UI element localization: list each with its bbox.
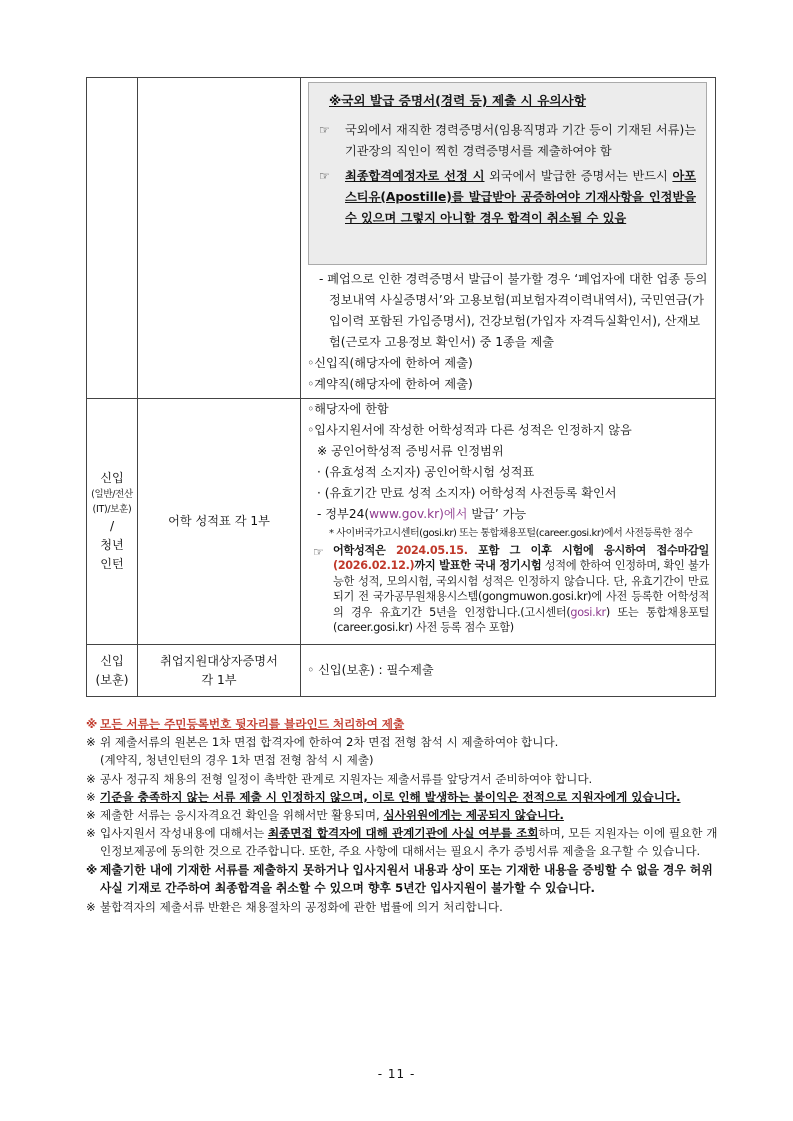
- plain-text: 성적에 한하여 인정하며, 확인 불가능한 성적, 모의시험, 국외시험 성적은 인정하지 않습니다. 단, 유효기간이 만료되기 전 국가공무원채용시스템(gongmuwon.gosi.kr)에 사전 등록한 어학성적의 경우 유효기간 5년을 인정합니다.(고시센터(: [333, 559, 709, 619]
- list-item: * 사이버국가고시센터(gosi.kr) 또는 통합채용포털(career.gosi.kr)에서 사전등록한 점수: [329, 527, 693, 539]
- gosi-link[interactable]: gosi.kr: [570, 605, 606, 619]
- language-score-notice: [307, 543, 709, 636]
- overseas-certificate-notice-box: [308, 82, 707, 265]
- document-text: 취업지원대상자증명서: [160, 653, 278, 668]
- document-cell: [138, 645, 301, 697]
- category-text: 신입: [100, 653, 124, 668]
- category-cell-empty: [87, 78, 138, 399]
- plain-text: 발급’ 가능: [467, 506, 527, 521]
- notice-title: ※국외 발급 증명서(경력 등) 제출 시 유의사항: [329, 93, 586, 108]
- note-item: [86, 788, 718, 806]
- table-row: [87, 645, 716, 697]
- category-subtext: (일반/전산: [91, 489, 133, 501]
- note-text: [100, 788, 718, 806]
- note-item: [86, 861, 718, 898]
- details-cell: [301, 399, 716, 645]
- new-hire-item: ◦신입직(해당자에 한하여 제출): [307, 355, 473, 370]
- date-text: 2024.05.15.: [395, 543, 468, 557]
- reference-mark-icon: ※: [86, 807, 96, 822]
- reference-mark-icon: ※: [86, 899, 96, 914]
- date-text: (2026.02.12.): [333, 559, 415, 573]
- note-text: 불합격자의 제출서류 반환은 채용절차의 공정화에 관한 법률에 의거 처리합니다.: [100, 899, 503, 914]
- plain-text: 외국에서 발급한 증명서는 반드시: [484, 168, 673, 183]
- list-item: · (유효기간 만료 성적 소지자) 어학성적 사전등록 확인서: [317, 485, 617, 500]
- category-text: (보훈): [95, 672, 129, 687]
- category-text: 인턴: [100, 556, 124, 571]
- notes-section: [86, 715, 718, 916]
- notice-point-text: [345, 166, 696, 229]
- emphasis-text: 포함 그 이후 시험에 응시하여 접수마감일: [467, 543, 709, 557]
- emphasis-text: 아포스티유(Apostille)를 발급받아 공증하여야 기재사항을 인정받을 수 있으며 그렇지 아니할 경우 합격이 취소될 수 있음: [345, 168, 696, 225]
- reference-mark-icon: ※: [86, 862, 98, 877]
- note-text: 공사 정규직 채용의 전형 일정이 촉박한 관계로 지원자는 제출서류를 앞당겨서 준비하여야 합니다.: [100, 771, 593, 786]
- note-item: [86, 770, 718, 788]
- plain-text: 입사지원서 작성내용에 대해서는: [100, 826, 268, 841]
- documents-table: [86, 77, 716, 697]
- note-text: 제출기한 내에 기재한 서류를 제출하지 못하거나 입사지원서 내용과 상이 또는 기재한 내용을 증빙할 수 없을 경우 허위사실 기재로 간주하여 최종합격을 취소할 수 있으며 향후 5년간 입사지원이 불가할 수 있습니다.: [100, 862, 713, 896]
- category-text: 신입: [100, 471, 124, 486]
- category-subtext: (IT)/보훈): [92, 503, 132, 515]
- plain-text: 하며, 모든 지원자는 이에 필요한 개인정보제공에 동의한 것으로 간주합니다. 또한, 주요 사항에 대해서는 필요시 추가 증빙서류 제출을 요구할 수 있습니다.: [100, 826, 718, 859]
- category-separator: /: [109, 518, 115, 533]
- plain-text: ) 또는 통합채용포털(career.gosi.kr) 사전 등록 점수 포함): [333, 605, 710, 635]
- emphasis-text: 어학성적은: [333, 543, 396, 557]
- notice-point: [319, 120, 696, 162]
- plain-text: 위 제출서류의 원본은 1차 면접 합격자에 한하여 2차 면접 전형 참석 시 제출하여야 합니다.: [100, 735, 559, 750]
- category-cell: [87, 399, 138, 645]
- table-row: [87, 78, 716, 399]
- reference-mark-icon: ※: [86, 789, 96, 804]
- gov24-link[interactable]: www.gov.kr: [369, 506, 440, 521]
- pointing-hand-icon: ☞: [319, 168, 330, 183]
- emphasis-text: 최종면접 합격자에 대해 관계기관에 사실 여부를 조회: [267, 826, 539, 841]
- list-item: · (유효성적 소지자) 공인어학시험 성적표: [317, 464, 535, 479]
- note-item: [86, 824, 718, 860]
- note-item: [86, 715, 718, 733]
- plain-text: 제출한 서류는 응시자격요건 확인을 위해서만 활용되며,: [100, 807, 384, 822]
- emphasis-text: 심사위원에게는 제공되지 않습니다.: [383, 807, 564, 822]
- list-item: [307, 504, 709, 525]
- note-item: [86, 806, 718, 824]
- plain-text: 기준을 충족하지 않는 서류 제출 시 인정하지 않으며, 이로 인해 발생하는 불이익은: [100, 789, 523, 804]
- emphasis-text: 최종합격예정자로 선정 시: [345, 168, 485, 183]
- list-item: ◦ 신입(보훈) : 필수제출: [307, 663, 434, 677]
- note-text: [100, 824, 718, 860]
- reference-mark-icon: ※: [86, 735, 96, 750]
- pointing-hand-icon: ☞: [313, 544, 324, 559]
- notice-point-text: 국외에서 재직한 경력증명서(임용직명과 기간 등이 기재된 서류)는 기관장의 직인이 찍힌 경력증명서를 제출하여야 함: [345, 122, 696, 158]
- list-item: ※ 공인어학성적 증빙서류 인정범위: [317, 443, 504, 458]
- pointing-hand-icon: ☞: [319, 122, 330, 137]
- notice-text: [327, 543, 709, 636]
- category-text: 청년: [100, 537, 124, 552]
- note-item: [86, 898, 718, 916]
- plain-text: (계약직, 청년인턴의 경우 1차 면접 전형 참석 시 제출): [100, 753, 374, 768]
- emphasis-text: 전적으로 지원자에게 있습니다.: [522, 789, 681, 804]
- details-cell: [301, 78, 716, 399]
- note-text: [100, 733, 718, 769]
- reference-mark-icon: ※: [86, 771, 96, 786]
- contract-item: ◦계약직(해당자에 한하여 제출): [307, 376, 473, 391]
- notice-point: [319, 166, 696, 229]
- document-cell-empty: [138, 78, 301, 399]
- note-item: [86, 733, 718, 769]
- closure-certificate-item: - 폐업으로 인한 경력증명서 발급이 불가할 경우 ‘폐업자에 대한 업종 등의 정보내역 사실증명서’와 고용보험(피보험자격이력내역서), 국민연금(가입이력 포함된 가입증명서), 건강보험(가입자 자격득실확인서), 산재보험(근로자 고용정보 확인서) 중 1종을 제출: [319, 272, 708, 349]
- document-cell: 어학 성적표 각 1부: [138, 399, 301, 645]
- reference-mark-icon: ※: [86, 717, 98, 731]
- document-text: 각 1부: [201, 672, 237, 687]
- details-cell: [301, 645, 716, 697]
- page-number: - 11 -: [377, 1067, 416, 1081]
- reference-mark-icon: ※: [86, 826, 96, 841]
- plain-text: )에서: [439, 506, 468, 521]
- note-text: 모든 서류는 주민등록번호 뒷자리를 블라인드 처리하여 제출: [100, 717, 405, 731]
- category-cell: [87, 645, 138, 697]
- emphasis-text: 까지 발표한 국내 정기시험: [414, 559, 542, 573]
- table-row: [87, 399, 716, 645]
- note-text: [100, 806, 718, 824]
- plain-text: - 정부24(: [317, 506, 370, 521]
- list-item: ◦해당자에 한함: [307, 402, 389, 416]
- list-item: ◦입사지원서에 작성한 어학성적과 다른 성적은 인정하지 않음: [307, 422, 632, 437]
